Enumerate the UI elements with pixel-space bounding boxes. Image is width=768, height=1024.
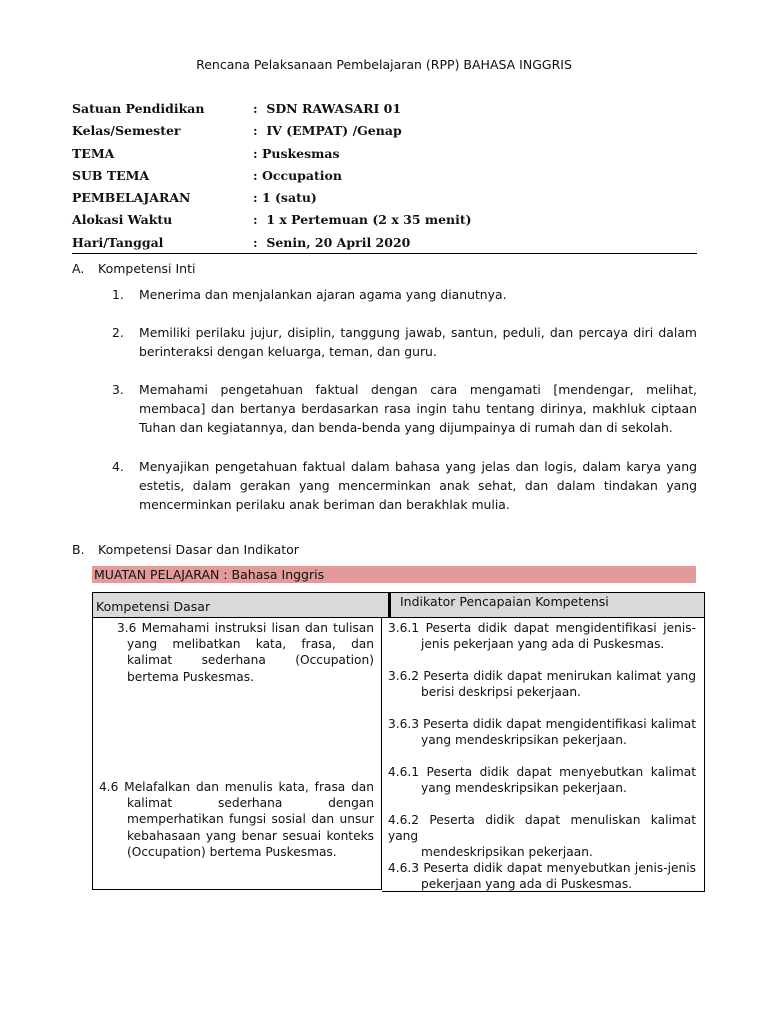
info-row-kelas-semester [72, 123, 696, 145]
info-value: : 1 x Pertemuan (2 x 35 menit) [253, 212, 472, 228]
section-title: Kompetensi Inti [98, 261, 196, 276]
list-number: 1. [112, 287, 124, 302]
indikator-cell [382, 618, 705, 892]
info-value: : Puskesmas [253, 145, 340, 161]
document-title: Rencana Pelaksanaan Pembelajaran (RPP) BAHASA INGGRIS [196, 57, 572, 72]
info-label: SUB TEMA [72, 167, 150, 183]
info-label: Kelas/Semester [72, 123, 181, 139]
kompetensi-dasar-item: 4.6 Melafalkan dan menulis kata, frasa dan kalimat sederhana dengan memperhatikan fungsi sosial dan unsur kebahasaan yang benar sesuai konteks (Occupation) bertema Puskesmas. [99, 780, 374, 859]
list-item [112, 457, 697, 515]
list-text: Menerima dan menjalankan ajaran agama yang dianutnya. [139, 287, 507, 302]
indicator-item [388, 716, 696, 748]
info-value: : IV (EMPAT) /Genap [253, 123, 402, 139]
list-text: Menyajikan pengetahuan faktual dalam bahasa yang jelas dan logis, dalam karya yang estetis, dalam gerakan yang mencerminkan anak sehat, dan dalam tindakan yang mencerminkan perilaku anak beriman dan berakhlak mulia. [139, 459, 697, 513]
info-label: Alokasi Waktu [72, 212, 173, 228]
info-value: : 1 (satu) [253, 190, 317, 206]
info-row-tema [72, 146, 696, 168]
list-item [112, 323, 697, 361]
info-row-pembelajaran [72, 190, 696, 212]
indicator-line: 4.6.2 Peserta didik dapat menuliskan kalimat yang [388, 813, 696, 844]
kompetensi-dasar-cell [92, 618, 382, 890]
info-row-sub-tema [72, 168, 696, 190]
indicator-line: 4.6.3 Peserta didik dapat menyebutkan jenis-jenis [388, 861, 696, 875]
kompetensi-table [92, 592, 705, 892]
info-row-alokasi-waktu [72, 212, 696, 234]
list-number: 3. [112, 382, 124, 397]
info-row-satuan-pendidikan [72, 101, 696, 123]
muatan-pelajaran-bar [92, 566, 696, 583]
info-label: TEMA [72, 145, 115, 161]
list-text: Memiliki perilaku jujur, disiplin, tanggung jawab, santun, peduli, dan percaya diri dalam berinteraksi dengan keluarga, teman, dan guru. [139, 325, 697, 360]
indicator-item [388, 860, 696, 892]
indicator-line: berisi deskripsi pekerjaan. [421, 685, 581, 700]
indicator-item [388, 668, 696, 700]
indicator-item [388, 620, 696, 652]
info-label: PEMBELAJARAN [72, 190, 191, 206]
section-title: Kompetensi Dasar dan Indikator [98, 542, 299, 557]
indicator-line: yang mendeskripsikan pekerjaan. [421, 781, 627, 796]
indicator-line: 3.6.3 Peserta didik dapat mengidentifikasi kalimat [388, 717, 696, 731]
indicator-line: pekerjaan yang ada di Puskesmas. [421, 877, 633, 892]
table-header-indikator: Indikator Pencapaian Kompetensi [389, 592, 705, 618]
indicator-line: 3.6.1 Peserta didik dapat mengidentifikasi jenis- [388, 621, 696, 635]
section-letter: A. [72, 261, 85, 276]
indicator-item [388, 812, 696, 861]
kompetensi-dasar-item: 3.6 Memahami instruksi lisan dan tulisan yang melibatkan kata, frasa, dan kalimat sederhana (Occupation) bertema Puskesmas. [117, 621, 374, 684]
table-header-kompetensi-dasar: Kompetensi Dasar [92, 592, 389, 618]
section-a-heading [72, 261, 195, 276]
indicator-item [388, 764, 696, 796]
list-number: 2. [112, 325, 124, 340]
info-label: Hari/Tanggal [72, 234, 164, 250]
list-item [112, 285, 697, 304]
list-number: 4. [112, 459, 124, 474]
indicator-line: mendeskripsikan pekerjaan. [421, 845, 593, 860]
section-letter: B. [72, 542, 85, 557]
indicator-line: yang mendeskripsikan pekerjaan. [421, 733, 627, 748]
info-value: : SDN RAWASARI 01 [253, 101, 402, 116]
indicator-line: jenis pekerjaan yang ada di Puskesmas. [421, 637, 665, 652]
info-value: : Senin, 20 April 2020 [253, 234, 411, 250]
identity-table [72, 101, 696, 257]
indicator-line: 4.6.1 Peserta didik dapat menyebutkan kalimat [388, 765, 696, 779]
section-b-heading [72, 542, 299, 557]
muatan-pelajaran-label: MUATAN PELAJARAN : Bahasa Inggris [94, 567, 325, 582]
list-item [112, 380, 697, 438]
info-label: Satuan Pendidikan [72, 101, 205, 116]
divider-line [72, 253, 697, 254]
indicator-line: 3.6.2 Peserta didik dapat menirukan kalimat yang [388, 669, 696, 683]
info-value: : Occupation [253, 167, 342, 183]
list-text: Memahami pengetahuan faktual dengan cara mengamati [mendengar, melihat, membaca] dan bertanya berdasarkan rasa ingin tahu tentang dirinya, makhluk ciptaan Tuhan dan kegiatannya, dan benda-benda yang dijumpainya di rumah dan di sekolah. [139, 382, 697, 436]
